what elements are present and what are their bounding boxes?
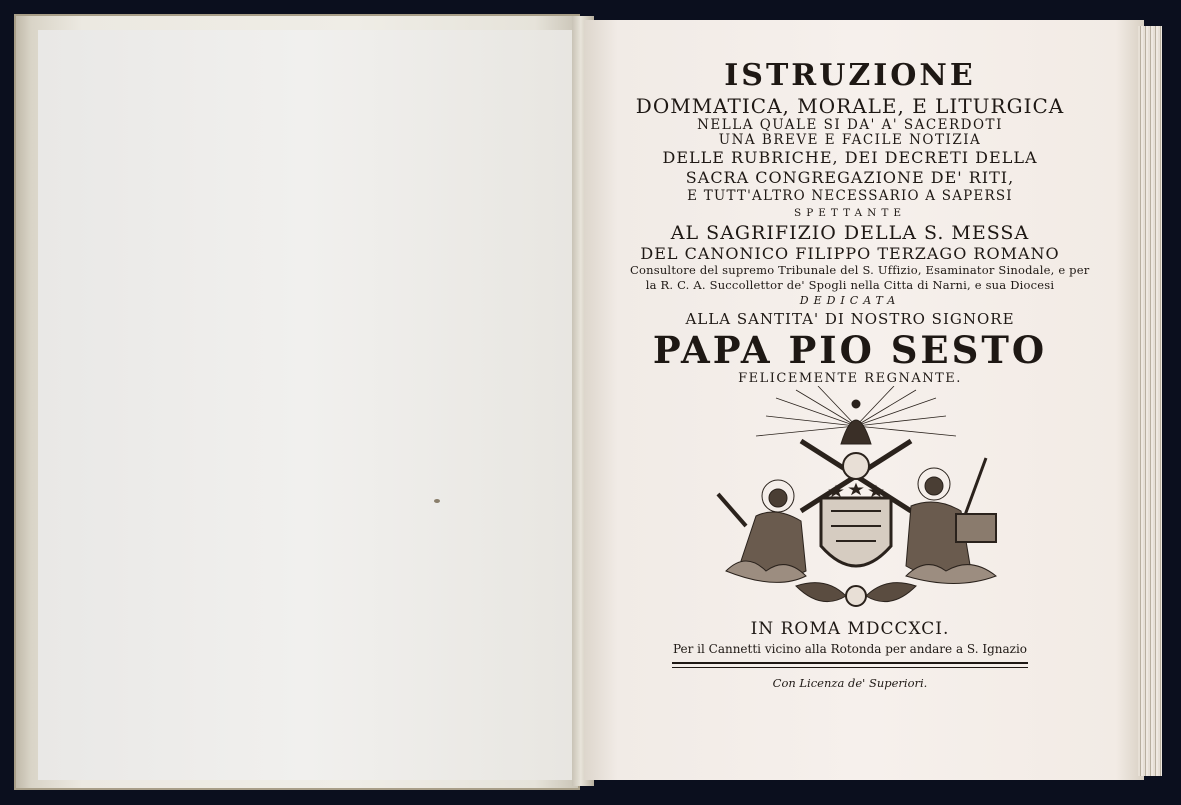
title-line: E TUTT'ALTRO NECESSARIO A SAPERSI	[687, 188, 1013, 204]
imprint-license: Con Licenza de' Superiori.	[772, 676, 928, 690]
blank-flyleaf	[38, 30, 572, 780]
author-credentials: la R. C. A. Succollettor de' Spogli nella Citta di Narni, e sua Diocesi	[645, 278, 1055, 292]
imprint-printer: Per il Cannetti vicino alla Rotonda per andare a S. Ignazio	[672, 642, 1028, 656]
imprint-block	[630, 618, 1070, 692]
blank-left-page	[14, 14, 580, 790]
title-line: SPETTANTE	[794, 207, 906, 219]
imprint-place-date: IN ROMA MDCCXCI.	[750, 619, 950, 639]
dedication-label: DEDICATA	[799, 294, 901, 307]
dedication-line: ALLA SANTITA' DI NOSTRO SIGNORE	[685, 310, 1015, 328]
title-line: AL SAGRIFIZIO DELLA S. MESSA	[670, 222, 1030, 244]
papal-coat-of-arms-engraving-icon	[706, 386, 1006, 618]
imprint-rule	[672, 662, 1028, 668]
title-line: DELLE RUBRICHE, DEI DECRETI DELLA	[662, 148, 1038, 167]
title-line: UNA BREVE E FACILE NOTIZIA	[718, 132, 982, 148]
dedication-line: FELICEMENTE REGNANTE.	[738, 371, 962, 386]
title-line: NELLA QUALE SI DA' A' SACERDOTI	[697, 117, 1003, 133]
dedicatee-name: PAPA PIO SESTO	[652, 328, 1048, 372]
title-block	[630, 58, 1090, 387]
title-line: SACRA CONGREGAZIONE DE' RITI,	[685, 168, 1015, 187]
foxing-spot	[434, 499, 440, 503]
author-line: DEL CANONICO FILIPPO TERZAGO ROMANO	[640, 244, 1060, 263]
page-edges	[1138, 26, 1162, 776]
title-line: ISTRUZIONE	[724, 58, 976, 93]
title-line: DOMMATICA, MORALE, E LITURGICA	[635, 94, 1065, 118]
author-credentials: Consultore del supremo Tribunale del S. Uffizio, Esaminator Sinodale, e per	[630, 263, 1090, 277]
